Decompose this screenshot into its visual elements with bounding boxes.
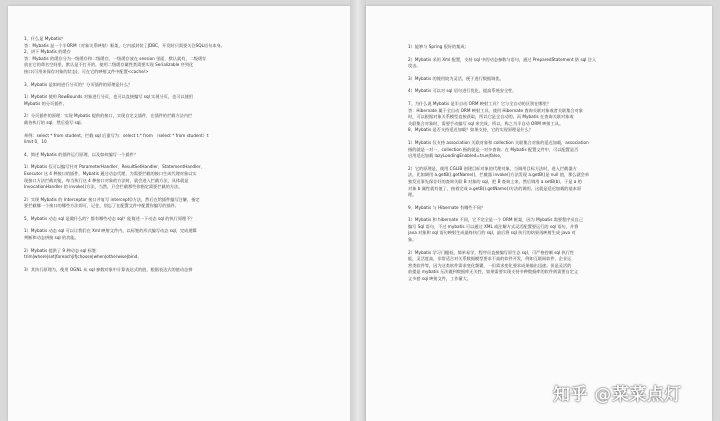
text-line: java 对象和 sql 语句映射生成最终执行的 sql，最后将 sql 执行的结果再映射生成 java 对 xyxy=(408,230,576,236)
text-line: 象。 xyxy=(408,237,417,243)
text-line: 4、简述 Mybatis 的插件运行原理，以及如何编写一个插件？ xyxy=(24,151,138,157)
text-line: 1）Mybatis 仅可以编写针对 ParameterHandler、ResultSetHandler、StatementHandler、 xyxy=(24,164,205,170)
text-line: 答：Mybatis 的缓存分为一级缓存和二级缓存，一级缓存放在 session 里面，默认就有，二级缓存 xyxy=(24,55,207,61)
text-line: 举例：select * from student，拦截 sql 后重写为：select t.* from （select * from student）t xyxy=(24,132,209,138)
text-line: 5、Mybatis 动态 sql 是做什么的？都有哪些动态 sql？能简述一下动态 sql 的执行原理不？ xyxy=(24,215,195,221)
text-line: Executor 这 4 种接口的插件，Mybatis 通过动态代理，为需要拦截的接口生成代理对象以实 xyxy=(24,170,197,176)
text-line: 营类软件等，因为这类软件需求变化频繁，一但需求变化要求成果输出迅速。但是灵活的 xyxy=(408,262,572,268)
watermark: 知乎 @菜菜点灯 xyxy=(553,385,682,405)
text-line: 编写 Sql 语句，不过 mybatis 可以通过 XML 或注解方式灵活配置要运行的 sql 语句，并将 xyxy=(408,223,579,229)
text-line: 2）Mybatis 采用 Xml 配置，支持 sql 中的动态参数与语句，通过 PreparedStatement 防 sql 注入 xyxy=(408,56,597,62)
text-line: trim|where|set|foreach|if|choose|when|otherwise|bind。 xyxy=(24,254,142,260)
text-line: 截待执行的 sql，然后重写 sql。 xyxy=(24,119,85,125)
text-line: 要拦截哪一个接口的哪些方法即可，记住，别忘了在配置文件中配置你编写的插件。 xyxy=(24,203,179,209)
page-gutter xyxy=(350,0,366,421)
text-line: 1）能够与 Spring 很好的集成； xyxy=(408,44,469,49)
text-line: 1）Mybatis 和 hibernate 不同，它不完全是一个 ORM 框架，因为 Mybatis 需要程序员自己 xyxy=(408,217,584,223)
right-page xyxy=(366,6,712,421)
text-line: 接口(可用来保存对象的状态)，可在它的映射文件中配置<cache/> xyxy=(24,68,149,74)
text-line: 3）其执行原理为，使用 OGNL 从 sql 参数对象中计算表达式的值，根据表达式的值动态拼 xyxy=(24,266,193,272)
right-page-content xyxy=(408,44,702,421)
text-line: 7、为什么说 Mybatis 是半自动 ORM 映射工具？它与全自动的区别在哪里？ xyxy=(408,100,551,106)
text-line: 现接口方法拦截功能，每当执行这 4 种接口对象的方法时，就会进入拦截方法，具体就是 xyxy=(24,177,189,183)
text-line: Mybatis 的分页插件。 xyxy=(24,100,67,106)
text-line: 2）分页插件的原理：实现 Mybatis 提供的接口，实现自定义插件，在插件的拦截方法内拦 xyxy=(24,113,193,119)
text-line: limit 0，10 xyxy=(24,139,47,145)
text-line: 关联集合对象时，需要手动编写 sql 来完成，所以，称之为半自动 ORM 映射工具。 xyxy=(408,120,564,126)
text-line: 前提是 mybatis 无法做到数据库无关性，如果需要实现支持多种数据库的软件则需要自定义 xyxy=(408,269,579,275)
text-line: 答：Hibernate 属于全自动 ORM 映射工具，使用 Hibernate 查询关联对象或者关联集合对象 xyxy=(408,107,583,113)
text-line: 启用延迟加载 lazyLoadingEnabled=true|false。 xyxy=(408,153,504,159)
text-line: 2）Mybatis 学习门槛低，简单易学，程序员直接编写原生态 sql，可严格控制 sql 执行性 xyxy=(408,249,575,255)
text-line: 1）Mybatis 仅支持 association 关联对象和 collection 关联集合对象的延迟加载，association xyxy=(408,139,589,145)
text-line: 对象 b 属性就有值了，接着完成 a.getB().getName()方法的调用。这就是延迟加载的基本原 xyxy=(408,185,582,191)
left-page xyxy=(8,6,350,421)
text-line: 指的就是一对一，collection 指的就是一对多查询。在 Mybatis 配置文件中，可以配置是否 xyxy=(408,146,579,152)
text-line: 4）Mybatis 可以对 sql 语句进行优化，提高系统安全性。 xyxy=(408,88,517,94)
text-line: 理。 xyxy=(408,192,417,198)
text-line: 2）Mybatis 提供了 9 种动态 sql 标签： xyxy=(24,247,101,253)
text-line: 攻击。 xyxy=(408,63,421,69)
text-line: 2）它的原理是，使用 CGLIB 创建目标对象的代理对象，当调用目标方法时，进入拦截器方 xyxy=(408,165,577,171)
text-line: 2、讲下 Mybatis 的缓存 xyxy=(24,49,71,55)
left-page-content xyxy=(24,36,338,421)
text-line: 判断和动态拼接 sql 的功能。 xyxy=(24,235,79,241)
text-line: 能，灵活度高，非常适合对关系数据模型要求不高的软件开发，例如互联网软件、企业运 xyxy=(408,256,572,262)
text-line: 答：Mybatis 是一个半ORM（对象关系映射）框架，它内部封装了JDBC，开发时只需要关注SQL语句本身。 xyxy=(24,42,225,48)
text-line: 9、Mybatis 与 Hibernate 有哪些不同？ xyxy=(408,204,486,210)
text-line: InvocationHandler 的 invoke()方法，当然，只会拦截那些你指定需要拦截的方法。 xyxy=(24,184,183,190)
text-line: 2）实现 Mybatis 的 Interceptor 接口并复写 intercept()方法，然后在给插件编写注解，指定 xyxy=(24,196,200,202)
text-line: 时，可以根据对象关系模型直接获取，所以它是全自动的。而 Mybatis 在查询关联对象或 xyxy=(408,114,574,120)
text-line: 3）Mybatis 的使用较为灵活，便于进行数据调优。 xyxy=(408,75,504,81)
text-line: 法，比如调用 a.getB().getName()，拦截器 invoke()方法发现 a.getB()是 null 值，那么就会单 xyxy=(408,172,590,178)
text-line: 独发送事先保存好的查询关联 B 对象的 sql，把 B 查询上来，然后调用 a.setB(b)，于是 a 的 xyxy=(408,178,582,184)
text-line: 1）Mybatis 使用 RowBounds 对象进行分页，也可以直接编写 sql 实现分页，也可以使用 xyxy=(24,94,193,100)
text-line: 义多套 sql 映射文件，工作量大。 xyxy=(408,276,472,282)
text-line: 8、Mybatis 是否支持延迟加载？如果支持，它的实现原理是什么？ xyxy=(408,127,533,133)
text-line: 3、Mybatis 是如何进行分页的？分页插件的原理是什么？ xyxy=(24,81,133,87)
text-line: 1、什么是 Mybatis？ xyxy=(24,36,66,41)
text-line: 1）Mybatis 动态 sql 可以让我们在 Xml 映射文件内，以标签的形式编写动态 sql，完成逻辑 xyxy=(24,228,197,234)
text-line: 放在它的命名空间里，默认是不打开的，使用二级缓存属性类需要实现 Serializable 序列化 xyxy=(24,62,194,68)
